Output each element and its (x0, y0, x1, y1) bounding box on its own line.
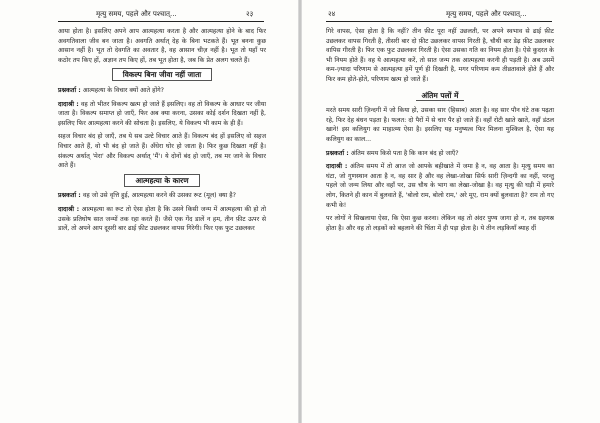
left-section-heading-1 (58, 70, 266, 80)
questioner-label: प्रश्नकर्ता : (58, 86, 81, 94)
left-question-1-text: आत्महत्या के विचार क्यों आते होंगे? (82, 86, 164, 94)
right-answer-1-text: अंतिम समय में तो आज जो आपके बहीखाते में जमा है न, वह आता है। मृत्यु समय का घंटा, जो गुणस्थान आता है न, वह सार है और वह लेखा-जोखा सिर्फ सारी ज़िन्दगी का नहीं, परन्तु पहले जो जन्म लिया और वहाँ पर, उस चौथ के भाग का लेखा-जोखा है। वह मृत्यु की घड़ी में हमारे लोग, कितने ही कान में बुलवाते हैं, 'बोलो राम, बोलो राम,' अरे मूए, राम क्यों बुलवाता है? राम तो गए कभी के! (326, 163, 554, 209)
left-answer-1-text: वह तो भीतर विकल्प खत्म हो जाते हैं इसलिए। वह तो विकल्प के आधार पर जीया जाता है। विकल्प समाप्त हो जाएँ, फिर अब क्या करना, उसका कोई दर्शन दिखता नहीं है, इसलिए फिर आत्महत्या करने की सोचता है। इसलिए, ये विकल्प भी काम के ही हैं। (58, 100, 266, 127)
left-heading-1-text: विकल्प बिना जीवा नहीं जाता (112, 68, 212, 81)
right-paragraph-1: गिरे वापस, ऐसा होता है कि नहीं? तीन फ़ीट पूरा नहीं उछलती, पर अपने स्वभाव से ढाई फ़ीट उछलकर वापस गिरती है, तीसरी बार दो फ़ीट उछलकर वापस गिरती है, चौथी बार डेढ़ फ़ीट उछलकर वापिस गीरती है। फिर एक फुट उछलकर गिरती है। ऐसा उसका गति का नियम होता है। ऐसे कुदरत के भी नियम होते हैं। वह ये आत्महत्या करें, तो सात जन्म तक आत्महत्या करनी ही पड़ती है। अब उसमें कम-ज़्यादा परिणाम से आत्महत्या हमें पूर्ण ही दिखती है, मगर परिणाम कम तीव्रतावाले होते हैं और फिर कम होते-होते, परिणाम खत्म हो जाते हैं। (326, 28, 554, 83)
left-paragraph-2: सहज विचार बंद हो जाएँ, तब ये सब उल्टे विचार आते हैं। विकल्प बंद हों इसलिए वो सहज विचार आते हैं, वो भी बंद हो जाते हैं। अँधेरा घोर हो जाता है। फिर कुछ दिखता नहीं है। संकल्प अर्थात् 'मेरा' और विकल्प अर्थात् 'मैं'। ये दोनों बंद हो जाएँ, तब मर जाने के विचार आते हैं। (58, 133, 266, 170)
right-answer-1 (326, 162, 554, 210)
left-question-2 (58, 191, 266, 201)
right-header-title: मृत्यु समय, पहले और पश्चात्... (446, 10, 527, 18)
left-answer-2-text: आत्महत्या का रूट तो ऐसा होता है कि उसने किसी जन्म में आत्महत्या की हो तो उसके प्रतिघोष सात जन्मों तक रहा करते हैं। जैसे एक गेंद डालें न हम, तीन फ़ीट ऊपर से डालें, तो अपने आप दूसरी बार ढाई फ़ीट उछलकर वापस गिरेगी। फिर एक फुट उछलकर (58, 205, 266, 233)
left-question-1 (58, 86, 266, 96)
questioner-label: प्रश्नकर्ता : (326, 149, 349, 157)
dadashri-label: दादाश्री : (58, 205, 80, 213)
right-header-rule (326, 21, 552, 22)
left-page-body (58, 27, 266, 238)
right-question-1 (326, 149, 554, 159)
dadashri-label: दादाश्री : (326, 163, 348, 171)
left-question-2-text: वह जो उसे वृत्ति हुई, आत्महत्या करने की उसका रूट (मूल) क्या है? (82, 192, 236, 200)
left-heading-2-text: आत्महत्या के कारण (124, 174, 199, 187)
left-answer-2 (58, 205, 266, 234)
right-paragraph-3: पर लोगों ने सिखलाया ऐसा, कि ऐसा कुछ करना। लेकिन वह तो अंदर पुण्य जागा हो न, तब ग्रहणस्र होता है। और वह तो लड़कों को बहलाने की चिंता में ही पड़ा होता है। ये तीन लड़कियाँ ब्याह दीं (326, 215, 554, 232)
questioner-label: प्रश्नकर्ता : (58, 192, 81, 200)
right-page (300, 0, 600, 423)
dadashri-label: दादाश्री : (58, 100, 79, 108)
right-paragraph-2: मरते समय सारी ज़िन्दगी में जो किया हो, उसका सार (हिसाब) आता है। वह सार पौन घंटे तक पढ़ता रहे, फिर देह बंधन पड़ता है। फलत: दो पैरों में से चार पैर हो जाते हैं। वहाँ रोटी खाते खाते, वहाँ डंठल खाने! इस कलियुग का माहात्म्य ऐसा है। इसलिए यह मनुष्यत्व फिर मिलना मुश्किल है, ऐसा यह कलियुग का काल... (326, 107, 554, 143)
left-page-number: २३ (246, 10, 254, 18)
right-section-heading-1 (326, 91, 554, 101)
right-page-number: २४ (328, 10, 336, 18)
left-paragraph-1: आया होता है। इसलिए अपने आप आत्महत्या करता है और आत्महत्या होने के बाद फिर अवगतिवाला जीव बन जाता है। अवगति अर्थात् देह के बिना भटकते हैं। भूत बनना कुछ आसान नहीं है। भूत तो देवगति का अवतार है, वह आसान चीज़ नहीं है। भूत तो यहाँ पर कठोर तप किए हों, अज्ञान तप किए हों, तब भूत होता है, जब कि प्रेत अलग चलते हैं। (58, 28, 266, 64)
left-answer-1 (58, 100, 266, 129)
right-heading-1-text: अंतिम पलों में (416, 91, 465, 101)
left-header-rule (58, 21, 264, 22)
right-question-1-text: अंतिम समय किसे पता है कि कान बंद हो जाएँ? (350, 149, 459, 157)
right-page-body (326, 27, 554, 237)
left-header-title: मृत्यु समय, पहले और पश्चात्... (96, 10, 177, 18)
left-section-heading-2 (58, 176, 266, 186)
